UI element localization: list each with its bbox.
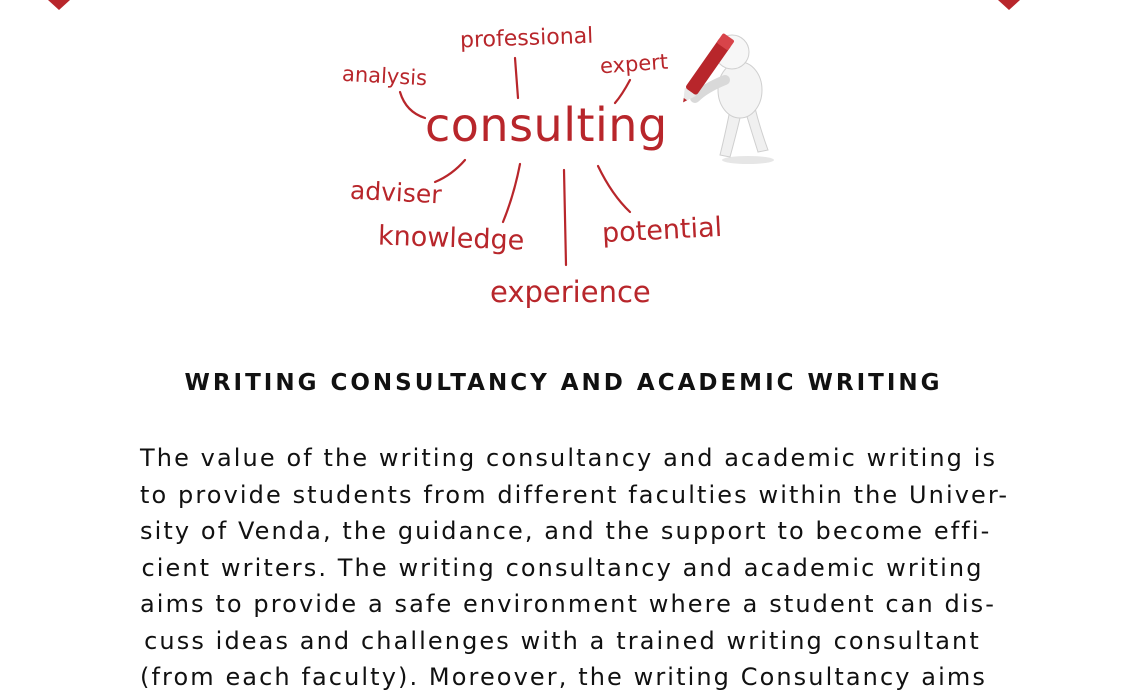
section-heading: WRITING CONSULTANCY AND ACADEMIC WRITING	[184, 370, 943, 396]
body-line: aims to provide a safe environment where a student can dis-	[140, 590, 996, 618]
consulting-word-cloud-image	[300, 0, 780, 335]
body-line: cient writers. The writing consultancy and academic writing	[141, 553, 984, 582]
word-expert: expert	[599, 49, 669, 79]
body-line: cuss ideas and challenges with a trained writing consultant	[144, 626, 981, 655]
3d-figure-with-marker-icon	[677, 33, 774, 164]
body-line: to provide students from different faculties within the Univer-	[140, 480, 1010, 509]
word-analysis: analysis	[341, 61, 428, 91]
word-consulting: consulting	[425, 98, 668, 152]
body-line: sity of Venda, the guidance, and the support to become effi-	[140, 517, 992, 545]
body-line: The value of the writing consultancy and academic writing is	[140, 444, 998, 472]
word-professional: professional	[459, 23, 594, 54]
body-line: (from each faculty). Moreover, the writing Consultancy aims	[140, 663, 987, 691]
word-knowledge: knowledge	[377, 220, 525, 257]
word-experience: experience	[490, 275, 651, 309]
word-potential: potential	[601, 211, 723, 250]
corner-ornament-left	[48, 0, 70, 10]
word-adviser: adviser	[349, 175, 443, 210]
body-paragraph	[140, 440, 1010, 696]
corner-ornament-right	[998, 0, 1020, 10]
